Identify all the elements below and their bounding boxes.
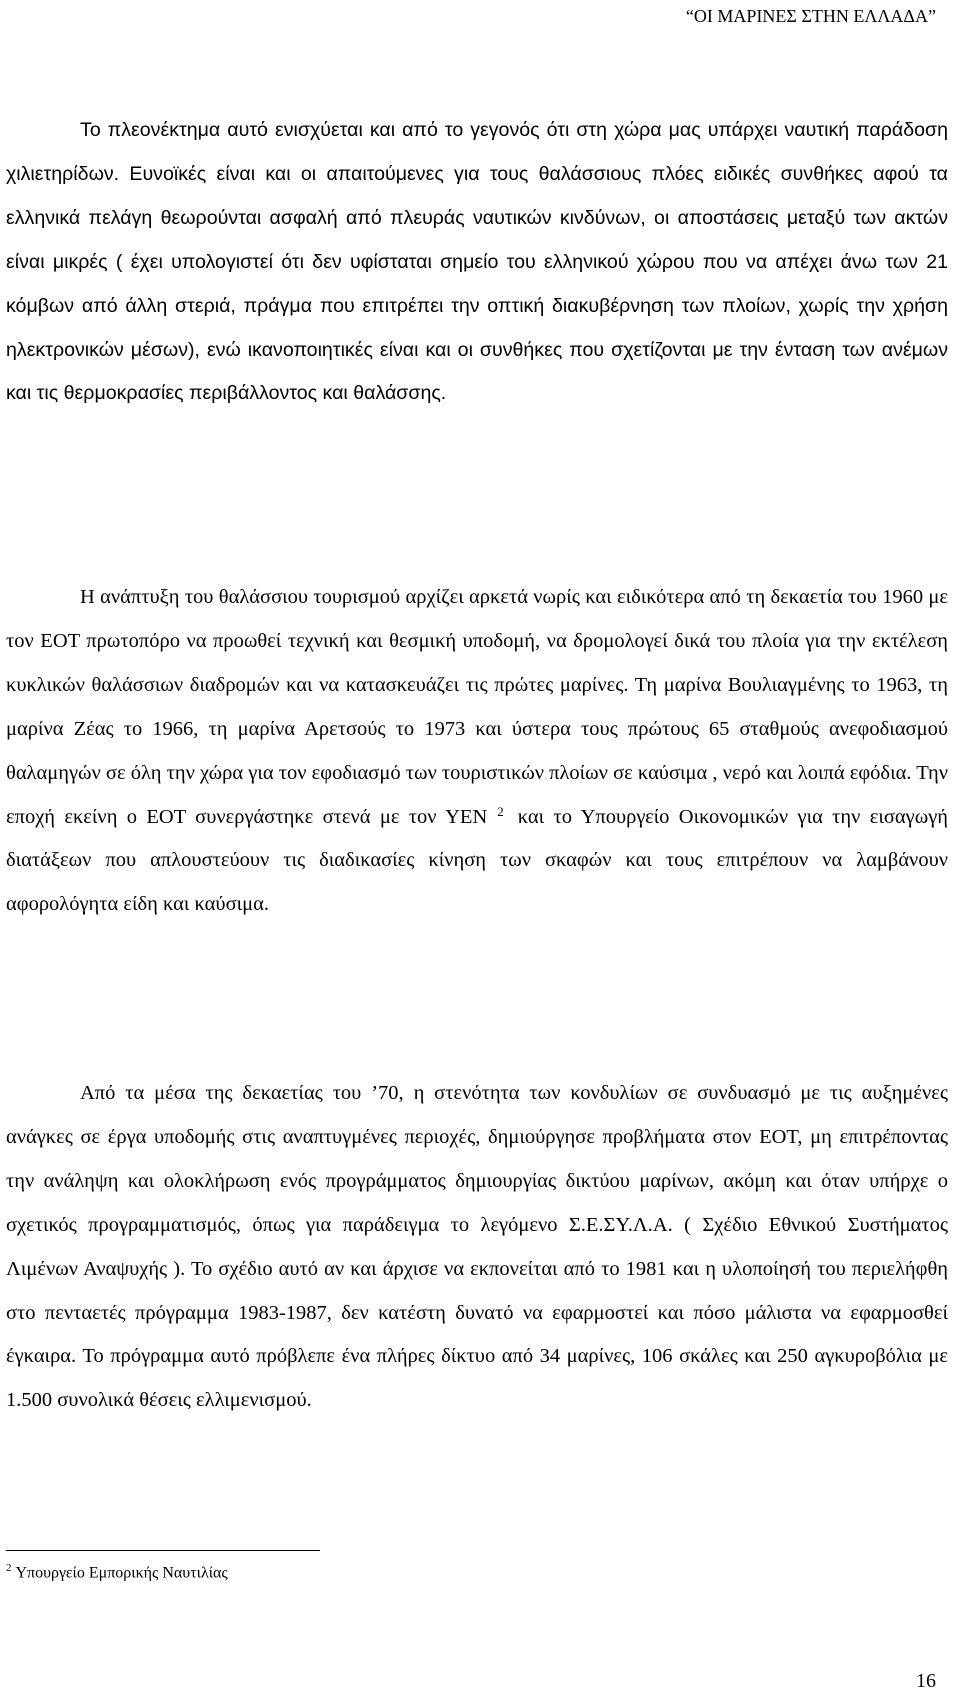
paragraph-funding-shortage: Από τα μέσα της δεκαετίας του ’70, η στενότητα των κονδυλίων σε συνδυασμό με τις αυξημένες ανάγκες σε έργα υποδομής στις αναπτυγμένες περιοχές, δημιούργησε προβλήματα στον ΕΟΤ, μη επιτρέποντας την ανάληψη και ολοκλήρωση ενός προγράμματος δημιουργίας δικτύου μαρίνων, ακόμη και όταν υπήρχε ο σχετικός προγραμματισμός, όπως για παράδειγμα το λεγόμενο Σ.Ε.ΣΥ.Λ.Α. ( Σχέδιο Εθνικού Συστήματος Λιμένων Αναψυχής ). Το σχέδιο αυτό αν και άρχισε να εκπονείται από το 1981 και η υλοποίησή του περιελήφθη στο πενταετές πρόγραμμα 1983-1987, δεν κατέστη δυνατό να εφαρμοστεί και πόσο μάλιστα να εφαρμοσθεί έγκαιρα. Το πρόγραμμα αυτό πρόβλεπε ένα πλήρες δίκτυο από 34 μαρίνες, 106 σκάλες και 250 αγκυροβόλια με 1.500 συνολικά θέσεις ελλιμενισμού. <box>6 1082 948 1412</box>
footnote-separator <box>6 1550 320 1551</box>
footnote-reference[interactable]: 2 <box>497 803 504 819</box>
paragraph-text-before-ref: Η ανάπτυξη του θαλάσσιου τουρισμού αρχίζει αρκετά νωρίς και ειδικότερα από τη δεκαετία του 1960 με τον ΕΟΤ πρωτοπόρο να προωθεί τεχνική και θεσμική υποδομή, να δρομολογεί δικά του πλοία για την εκτέλεση κυκλικών θαλάσσιων διαδρομών και να κατασκευάζει τις πρώτες μαρίνες. Τη μαρίνα Βουλιαγμένης το 1963, τη μαρίνα Ζέας το 1966, τη μαρίνα Αρετσούς το 1973 και ύστερα τους πρώτους 65 σταθμούς ανεφοδιασμού θαλαμηγών σε όλη την χώρα για τον εφοδιασμό των τουριστικών πλοίων σε καύσιμα , νερό και λοιπά εφόδια. Την εποχή εκείνη ο ΕΟΤ συνεργάστηκε στενά με τον ΥΕΝ <box>6 586 948 828</box>
footnote-number: 2 <box>6 1562 12 1574</box>
paragraph-naval-tradition: Το πλεονέκτημα αυτό ενισχύεται και από το γεγονός ότι στη χώρα μας υπάρχει ναυτική παράδοση χιλιετηρίδων. Ευνοϊκές είναι και οι απαιτούμενες για τους θαλάσσιους πλόες ειδικές συνθήκες αφού τα ελληνικά πελάγη θεωρούνται ασφαλή από πλευράς ναυτικών κινδύνων, οι αποστάσεις μεταξύ των ακτών είναι μικρές ( έχει υπολογιστεί ότι δεν υφίσταται σημείο του ελληνικού χώρου που να απέχει άνω των 21 κόμβων από άλλη στεριά, πράγμα που επιτρέπει την οπτική διακυβέρνηση των πλοίων, χωρίς την χρήση ηλεκτρονικών μέσων), ενώ ικανοποιητικές είναι και οι συνθήκες που σχετίζονται με την ένταση των ανέμων και τις θερμοκρασίες περιβάλλοντος και θαλάσσης. <box>6 119 948 405</box>
paragraph-marine-tourism-development <box>6 576 948 927</box>
page-number: 16 <box>916 1670 936 1692</box>
paragraph-text-after-ref: και το Υπουργείο Οικονομικών για την εισαγωγή διατάξεων που απλουστεύουν τις διαδικασίες κίνηση των σκαφών και τους επιτρέπουν να λαμβάνουν αφορολόγητα είδη και καύσιμα. <box>6 805 948 916</box>
footnote-text: Υπουργείο Εμπορικής Ναυτιλίας <box>15 1564 228 1582</box>
footnote <box>6 1562 228 1582</box>
running-header: “ΟΙ ΜΑΡΙΝΕΣ ΣΤΗΝ ΕΛΛΑΔΑ” <box>685 6 936 26</box>
